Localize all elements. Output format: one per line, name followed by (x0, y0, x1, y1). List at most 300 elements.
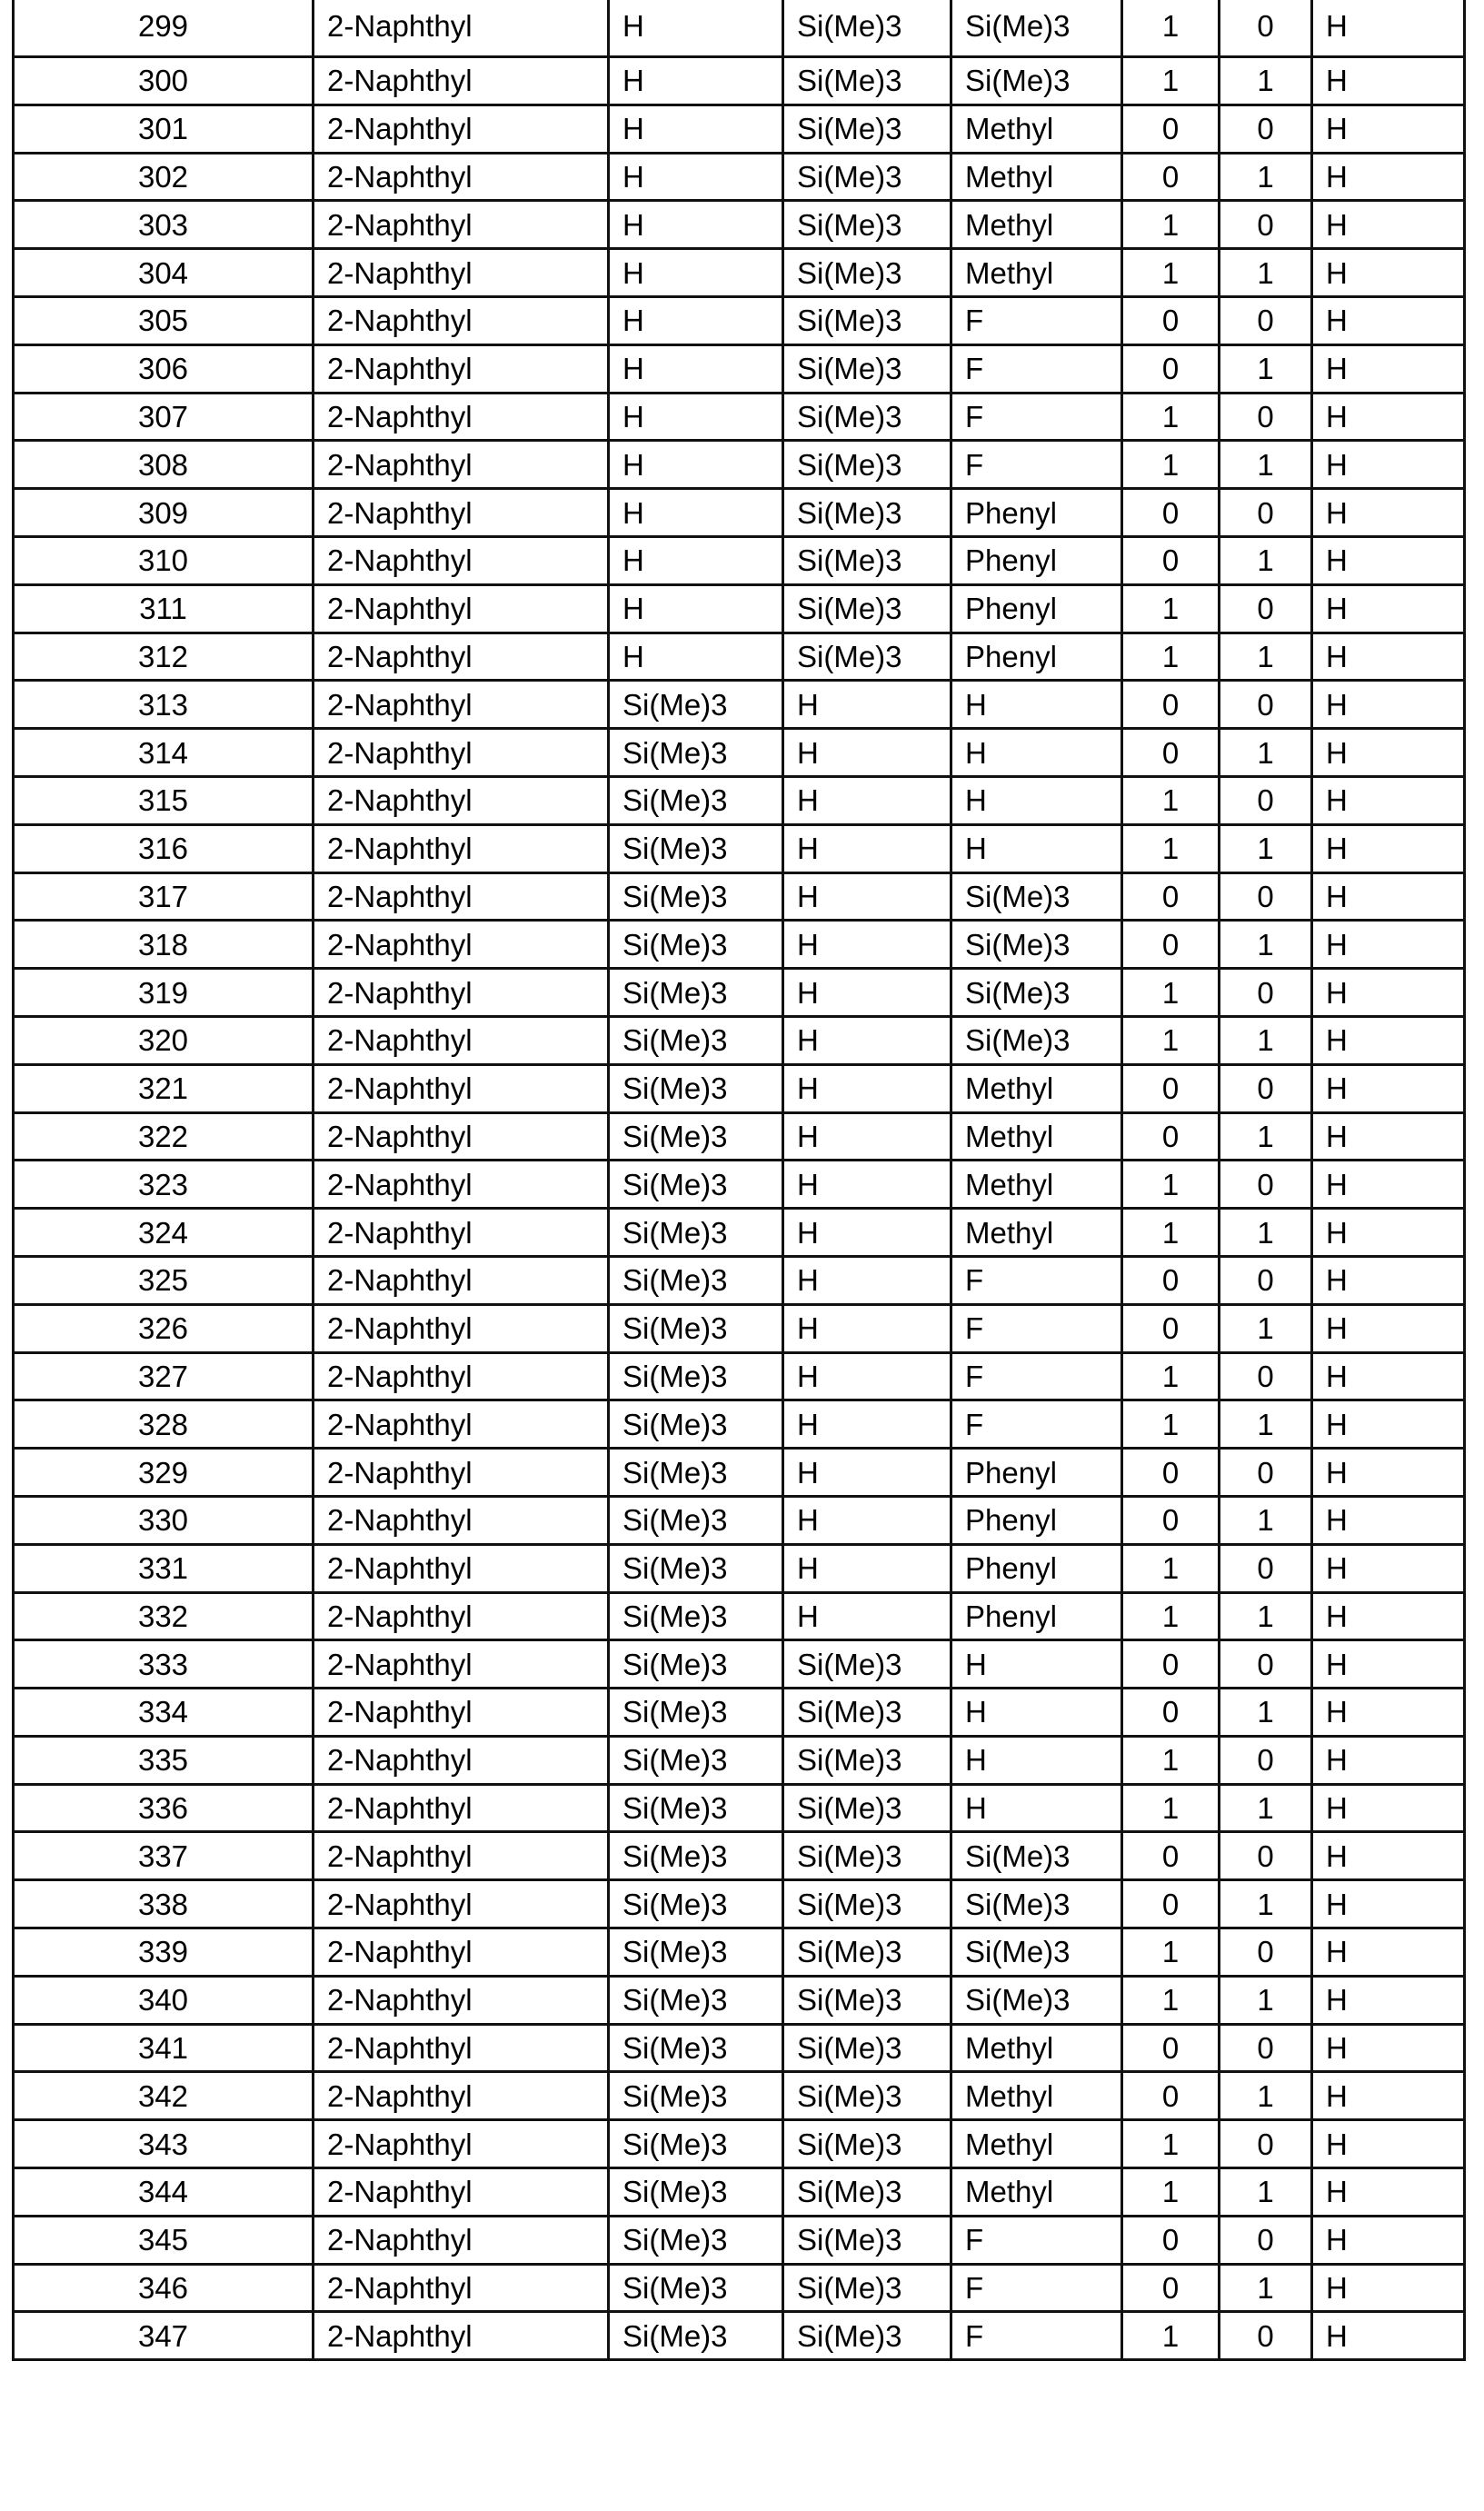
substituent-4-cell: F (951, 2264, 1122, 2312)
index-m-cell: 1 (1122, 1209, 1220, 1257)
substituent-3-cell: Si(Me)3 (783, 536, 951, 584)
substituent-4-cell: Methyl (951, 1064, 1122, 1112)
substituent-1-cell: 2-Naphthyl (314, 2264, 609, 2312)
index-n-cell: 1 (1220, 1400, 1312, 1449)
index-m-cell: 0 (1122, 729, 1220, 777)
index-n-cell: 1 (1220, 921, 1312, 969)
substituent-5-cell: H (1312, 441, 1465, 489)
compound-number-cell: 319 (14, 969, 314, 1017)
index-n-cell: 0 (1220, 1161, 1312, 1209)
compound-number-cell: 317 (14, 872, 314, 921)
table-row (14, 921, 1465, 969)
substituent-5-cell: H (1312, 1640, 1465, 1689)
substituent-2-cell: Si(Me)3 (609, 681, 783, 729)
compound-number-cell: 345 (14, 2216, 314, 2264)
substituent-5-cell: H (1312, 249, 1465, 297)
index-n-cell: 0 (1220, 681, 1312, 729)
index-n-cell: 0 (1220, 1256, 1312, 1304)
table-row (14, 1592, 1465, 1640)
substituent-5-cell: H (1312, 824, 1465, 872)
substituent-1-cell: 2-Naphthyl (314, 2168, 609, 2217)
compound-number-cell: 339 (14, 1928, 314, 1977)
substituent-5-cell: H (1312, 296, 1465, 344)
substituent-3-cell: Si(Me)3 (783, 1928, 951, 1977)
compound-number-cell: 302 (14, 153, 314, 201)
substituent-4-cell: Phenyl (951, 584, 1122, 633)
substituent-2-cell: Si(Me)3 (609, 2120, 783, 2168)
substituent-2-cell: Si(Me)3 (609, 776, 783, 824)
substituent-2-cell: Si(Me)3 (609, 2024, 783, 2072)
compound-number-cell: 334 (14, 1689, 314, 1737)
table-row (14, 633, 1465, 681)
index-m-cell: 1 (1122, 1736, 1220, 1784)
compound-number-cell: 333 (14, 1640, 314, 1689)
substituent-1-cell: 2-Naphthyl (314, 1736, 609, 1784)
index-n-cell: 1 (1220, 1689, 1312, 1737)
substituent-1-cell: 2-Naphthyl (314, 1689, 609, 1737)
index-m-cell: 0 (1122, 536, 1220, 584)
index-m-cell: 0 (1122, 344, 1220, 393)
substituent-3-cell: H (783, 1400, 951, 1449)
table-row (14, 1736, 1465, 1784)
substituent-5-cell: H (1312, 1209, 1465, 1257)
substituent-4-cell: F (951, 441, 1122, 489)
compound-number-cell: 344 (14, 2168, 314, 2217)
index-n-cell: 1 (1220, 1976, 1312, 2024)
substituent-1-cell: 2-Naphthyl (314, 249, 609, 297)
substituent-3-cell: Si(Me)3 (783, 633, 951, 681)
substituent-3-cell: Si(Me)3 (783, 2312, 951, 2360)
substituent-4-cell: H (951, 1784, 1122, 1832)
substituent-5-cell: H (1312, 1689, 1465, 1737)
index-m-cell: 1 (1122, 249, 1220, 297)
compound-number-cell: 323 (14, 1161, 314, 1209)
compound-number-cell: 326 (14, 1304, 314, 1352)
substituent-3-cell: Si(Me)3 (783, 105, 951, 153)
index-n-cell: 1 (1220, 2168, 1312, 2217)
substituent-4-cell: Phenyl (951, 1592, 1122, 1640)
substituent-4-cell: Methyl (951, 2072, 1122, 2120)
substituent-4-cell: Si(Me)3 (951, 57, 1122, 105)
index-n-cell: 1 (1220, 441, 1312, 489)
substituent-4-cell: Methyl (951, 1112, 1122, 1161)
index-m-cell: 1 (1122, 584, 1220, 633)
substituent-3-cell: Si(Me)3 (783, 2120, 951, 2168)
substituent-5-cell: H (1312, 2024, 1465, 2072)
substituent-5-cell: H (1312, 2072, 1465, 2120)
substituent-5-cell: H (1312, 2216, 1465, 2264)
index-n-cell: 0 (1220, 201, 1312, 249)
index-m-cell: 1 (1122, 2120, 1220, 2168)
table-row (14, 1832, 1465, 1880)
table-row (14, 2216, 1465, 2264)
substituent-5-cell: H (1312, 921, 1465, 969)
index-m-cell: 1 (1122, 1016, 1220, 1064)
table-row (14, 536, 1465, 584)
substituent-3-cell: Si(Me)3 (783, 1640, 951, 1689)
index-m-cell: 0 (1122, 1880, 1220, 1928)
index-n-cell: 0 (1220, 584, 1312, 633)
index-n-cell: 1 (1220, 729, 1312, 777)
compound-number-cell: 306 (14, 344, 314, 393)
index-n-cell: 1 (1220, 1016, 1312, 1064)
substituent-5-cell: H (1312, 1736, 1465, 1784)
index-m-cell: 1 (1122, 57, 1220, 105)
substituent-3-cell: Si(Me)3 (783, 1832, 951, 1880)
substituent-1-cell: 2-Naphthyl (314, 1209, 609, 1257)
substituent-3-cell: H (783, 1592, 951, 1640)
substituent-1-cell: 2-Naphthyl (314, 201, 609, 249)
index-m-cell: 0 (1122, 1112, 1220, 1161)
compound-number-cell: 311 (14, 584, 314, 633)
substituent-1-cell: 2-Naphthyl (314, 1496, 609, 1544)
table-row (14, 2024, 1465, 2072)
substituent-1-cell: 2-Naphthyl (314, 105, 609, 153)
substituent-5-cell: H (1312, 1544, 1465, 1592)
index-n-cell: 0 (1220, 872, 1312, 921)
substituent-1-cell: 2-Naphthyl (314, 584, 609, 633)
substituent-3-cell: Si(Me)3 (783, 1880, 951, 1928)
substituent-2-cell: H (609, 0, 783, 57)
table-row (14, 105, 1465, 153)
substituent-3-cell: Si(Me)3 (783, 2072, 951, 2120)
substituent-5-cell: H (1312, 1016, 1465, 1064)
index-m-cell: 1 (1122, 2168, 1220, 2217)
compound-number-cell: 347 (14, 2312, 314, 2360)
substituent-5-cell: H (1312, 1064, 1465, 1112)
index-m-cell: 1 (1122, 1400, 1220, 1449)
substituent-1-cell: 2-Naphthyl (314, 1400, 609, 1449)
substituent-1-cell: 2-Naphthyl (314, 1592, 609, 1640)
index-m-cell: 1 (1122, 441, 1220, 489)
substituent-1-cell: 2-Naphthyl (314, 2312, 609, 2360)
substituent-5-cell: H (1312, 681, 1465, 729)
substituent-2-cell: Si(Me)3 (609, 921, 783, 969)
substituent-4-cell: Phenyl (951, 633, 1122, 681)
compound-number-cell: 303 (14, 201, 314, 249)
substituent-4-cell: Si(Me)3 (951, 1976, 1122, 2024)
substituent-2-cell: Si(Me)3 (609, 1784, 783, 1832)
substituent-4-cell: Si(Me)3 (951, 969, 1122, 1017)
index-m-cell: 0 (1122, 1256, 1220, 1304)
substituent-1-cell: 2-Naphthyl (314, 344, 609, 393)
substituent-5-cell: H (1312, 1400, 1465, 1449)
table-row (14, 1400, 1465, 1449)
compound-number-cell: 300 (14, 57, 314, 105)
table-row (14, 1640, 1465, 1689)
substituent-4-cell: F (951, 344, 1122, 393)
compound-number-cell: 328 (14, 1400, 314, 1449)
substituent-3-cell: Si(Me)3 (783, 1689, 951, 1737)
substituent-2-cell: Si(Me)3 (609, 1256, 783, 1304)
substituent-5-cell: H (1312, 1161, 1465, 1209)
compound-number-cell: 320 (14, 1016, 314, 1064)
compound-number-cell: 324 (14, 1209, 314, 1257)
substituent-2-cell: Si(Me)3 (609, 1689, 783, 1737)
substituent-1-cell: 2-Naphthyl (314, 296, 609, 344)
substituent-1-cell: 2-Naphthyl (314, 921, 609, 969)
index-n-cell: 1 (1220, 2264, 1312, 2312)
substituent-5-cell: H (1312, 1592, 1465, 1640)
substituent-3-cell: H (783, 921, 951, 969)
substituent-1-cell: 2-Naphthyl (314, 57, 609, 105)
substituent-3-cell: Si(Me)3 (783, 57, 951, 105)
substituent-3-cell: H (783, 969, 951, 1017)
compound-number-cell: 346 (14, 2264, 314, 2312)
table-row (14, 1209, 1465, 1257)
substituent-4-cell: Methyl (951, 201, 1122, 249)
substituent-2-cell: H (609, 105, 783, 153)
substituent-5-cell: H (1312, 1496, 1465, 1544)
substituent-2-cell: Si(Me)3 (609, 1976, 783, 2024)
substituent-3-cell: Si(Me)3 (783, 1976, 951, 2024)
table-row (14, 969, 1465, 1017)
substituent-5-cell: H (1312, 729, 1465, 777)
substituent-1-cell: 2-Naphthyl (314, 1976, 609, 2024)
substituent-5-cell: H (1312, 2168, 1465, 2217)
substituent-2-cell: Si(Me)3 (609, 1449, 783, 1497)
substituent-2-cell: Si(Me)3 (609, 729, 783, 777)
substituent-4-cell: Phenyl (951, 1544, 1122, 1592)
substituent-5-cell: H (1312, 872, 1465, 921)
index-m-cell: 0 (1122, 105, 1220, 153)
substituent-2-cell: H (609, 153, 783, 201)
substituent-2-cell: Si(Me)3 (609, 1880, 783, 1928)
substituent-3-cell: Si(Me)3 (783, 344, 951, 393)
substituent-5-cell: H (1312, 344, 1465, 393)
substituent-4-cell: Phenyl (951, 489, 1122, 537)
substituent-2-cell: H (609, 393, 783, 441)
substituent-5-cell: H (1312, 2312, 1465, 2360)
substituent-2-cell: Si(Me)3 (609, 2168, 783, 2217)
compound-number-cell: 332 (14, 1592, 314, 1640)
compound-number-cell: 343 (14, 2120, 314, 2168)
substituent-2-cell: Si(Me)3 (609, 1736, 783, 1784)
index-m-cell: 1 (1122, 1976, 1220, 2024)
index-n-cell: 1 (1220, 536, 1312, 584)
index-n-cell: 0 (1220, 2120, 1312, 2168)
substituent-5-cell: H (1312, 201, 1465, 249)
substituent-4-cell: F (951, 1256, 1122, 1304)
index-n-cell: 1 (1220, 153, 1312, 201)
index-m-cell: 0 (1122, 153, 1220, 201)
substituent-4-cell: H (951, 776, 1122, 824)
substituent-3-cell: H (783, 1112, 951, 1161)
substituent-4-cell: Methyl (951, 2024, 1122, 2072)
index-n-cell: 0 (1220, 969, 1312, 1017)
substituent-1-cell: 2-Naphthyl (314, 1161, 609, 1209)
substituent-5-cell: H (1312, 1784, 1465, 1832)
substituent-2-cell: Si(Me)3 (609, 1064, 783, 1112)
index-m-cell: 0 (1122, 921, 1220, 969)
substituent-2-cell: Si(Me)3 (609, 1112, 783, 1161)
table-row (14, 1449, 1465, 1497)
table-row (14, 729, 1465, 777)
index-n-cell: 0 (1220, 105, 1312, 153)
substituent-3-cell: H (783, 1496, 951, 1544)
table-row (14, 153, 1465, 201)
substituent-1-cell: 2-Naphthyl (314, 489, 609, 537)
substituent-3-cell: Si(Me)3 (783, 2168, 951, 2217)
substituent-4-cell: H (951, 824, 1122, 872)
table-row (14, 872, 1465, 921)
table-row (14, 2168, 1465, 2217)
substituent-3-cell: H (783, 1352, 951, 1400)
substituent-5-cell: H (1312, 584, 1465, 633)
compound-number-cell: 336 (14, 1784, 314, 1832)
substituent-4-cell: Si(Me)3 (951, 1928, 1122, 1977)
table-row (14, 824, 1465, 872)
substituent-1-cell: 2-Naphthyl (314, 536, 609, 584)
substituent-3-cell: H (783, 1544, 951, 1592)
substituent-5-cell: H (1312, 153, 1465, 201)
index-n-cell: 1 (1220, 1592, 1312, 1640)
compound-number-cell: 314 (14, 729, 314, 777)
substituent-4-cell: H (951, 729, 1122, 777)
substituent-2-cell: H (609, 633, 783, 681)
substituent-1-cell: 2-Naphthyl (314, 633, 609, 681)
compound-number-cell: 337 (14, 1832, 314, 1880)
substituent-1-cell: 2-Naphthyl (314, 824, 609, 872)
table-row (14, 1784, 1465, 1832)
substituent-3-cell: Si(Me)3 (783, 441, 951, 489)
substituent-3-cell: H (783, 1449, 951, 1497)
index-m-cell: 0 (1122, 2024, 1220, 2072)
substituent-4-cell: Si(Me)3 (951, 0, 1122, 57)
index-n-cell: 0 (1220, 489, 1312, 537)
table-row (14, 1689, 1465, 1737)
index-n-cell: 1 (1220, 1784, 1312, 1832)
table-row (14, 2120, 1465, 2168)
index-n-cell: 1 (1220, 1304, 1312, 1352)
substituent-2-cell: H (609, 536, 783, 584)
substituent-4-cell: Methyl (951, 1161, 1122, 1209)
substituent-1-cell: 2-Naphthyl (314, 0, 609, 57)
substituent-5-cell: H (1312, 393, 1465, 441)
index-n-cell: 0 (1220, 0, 1312, 57)
substituent-4-cell: Si(Me)3 (951, 1880, 1122, 1928)
index-m-cell: 1 (1122, 824, 1220, 872)
substituent-4-cell: Phenyl (951, 536, 1122, 584)
compound-number-cell: 329 (14, 1449, 314, 1497)
index-n-cell: 0 (1220, 2024, 1312, 2072)
substituent-5-cell: H (1312, 1352, 1465, 1400)
compound-number-cell: 325 (14, 1256, 314, 1304)
table-row (14, 2264, 1465, 2312)
substituent-1-cell: 2-Naphthyl (314, 1784, 609, 1832)
table-row (14, 1928, 1465, 1977)
substituent-1-cell: 2-Naphthyl (314, 153, 609, 201)
compound-number-cell: 313 (14, 681, 314, 729)
substituent-2-cell: Si(Me)3 (609, 969, 783, 1017)
substituent-3-cell: Si(Me)3 (783, 2024, 951, 2072)
substituent-4-cell: Methyl (951, 105, 1122, 153)
substituent-2-cell: Si(Me)3 (609, 1400, 783, 1449)
substituent-1-cell: 2-Naphthyl (314, 1352, 609, 1400)
substituent-3-cell: H (783, 1064, 951, 1112)
substituent-2-cell: H (609, 584, 783, 633)
compound-number-cell: 322 (14, 1112, 314, 1161)
substituent-3-cell: H (783, 1256, 951, 1304)
index-n-cell: 0 (1220, 1832, 1312, 1880)
substituent-4-cell: Methyl (951, 249, 1122, 297)
substituent-3-cell: H (783, 1304, 951, 1352)
substituent-1-cell: 2-Naphthyl (314, 393, 609, 441)
compound-number-cell: 301 (14, 105, 314, 153)
compound-number-cell: 309 (14, 489, 314, 537)
table-row (14, 1016, 1465, 1064)
index-n-cell: 1 (1220, 2072, 1312, 2120)
substituent-5-cell: H (1312, 969, 1465, 1017)
index-m-cell: 0 (1122, 1304, 1220, 1352)
substituent-3-cell: Si(Me)3 (783, 249, 951, 297)
substituent-1-cell: 2-Naphthyl (314, 1112, 609, 1161)
compound-number-cell: 327 (14, 1352, 314, 1400)
substituent-3-cell: Si(Me)3 (783, 1784, 951, 1832)
index-n-cell: 0 (1220, 2312, 1312, 2360)
table-row (14, 1304, 1465, 1352)
index-m-cell: 0 (1122, 872, 1220, 921)
substituent-1-cell: 2-Naphthyl (314, 1064, 609, 1112)
compound-number-cell: 312 (14, 633, 314, 681)
substituent-4-cell: Methyl (951, 2168, 1122, 2217)
substituent-4-cell: Si(Me)3 (951, 1016, 1122, 1064)
index-n-cell: 0 (1220, 1449, 1312, 1497)
substituent-4-cell: Phenyl (951, 1449, 1122, 1497)
table-body (14, 0, 1465, 2360)
table-row (14, 1496, 1465, 1544)
substituent-3-cell: H (783, 681, 951, 729)
table-row (14, 584, 1465, 633)
index-m-cell: 0 (1122, 1064, 1220, 1112)
table-row (14, 344, 1465, 393)
substituent-1-cell: 2-Naphthyl (314, 1544, 609, 1592)
substituent-2-cell: Si(Me)3 (609, 1161, 783, 1209)
table-row (14, 1976, 1465, 2024)
substituent-3-cell: H (783, 872, 951, 921)
index-n-cell: 1 (1220, 344, 1312, 393)
index-m-cell: 0 (1122, 1640, 1220, 1689)
substituent-3-cell: H (783, 776, 951, 824)
substituent-5-cell: H (1312, 1976, 1465, 2024)
substituent-4-cell: F (951, 2216, 1122, 2264)
substituent-2-cell: Si(Me)3 (609, 2264, 783, 2312)
index-n-cell: 0 (1220, 1928, 1312, 1977)
index-m-cell: 1 (1122, 393, 1220, 441)
compound-number-cell: 310 (14, 536, 314, 584)
substituent-4-cell: Si(Me)3 (951, 921, 1122, 969)
table-row (14, 776, 1465, 824)
substituent-3-cell: Si(Me)3 (783, 2264, 951, 2312)
substituent-1-cell: 2-Naphthyl (314, 872, 609, 921)
substituent-5-cell: H (1312, 0, 1465, 57)
index-m-cell: 0 (1122, 1449, 1220, 1497)
substituent-3-cell: Si(Me)3 (783, 393, 951, 441)
table-row (14, 1064, 1465, 1112)
index-m-cell: 0 (1122, 489, 1220, 537)
compound-number-cell: 316 (14, 824, 314, 872)
index-m-cell: 0 (1122, 681, 1220, 729)
substituent-5-cell: H (1312, 2120, 1465, 2168)
substituent-2-cell: Si(Me)3 (609, 1592, 783, 1640)
substituent-1-cell: 2-Naphthyl (314, 776, 609, 824)
substituent-4-cell: Methyl (951, 2120, 1122, 2168)
substituent-4-cell: F (951, 1352, 1122, 1400)
index-n-cell: 0 (1220, 776, 1312, 824)
compound-number-cell: 338 (14, 1880, 314, 1928)
substituent-2-cell: Si(Me)3 (609, 1496, 783, 1544)
substituent-2-cell: H (609, 344, 783, 393)
